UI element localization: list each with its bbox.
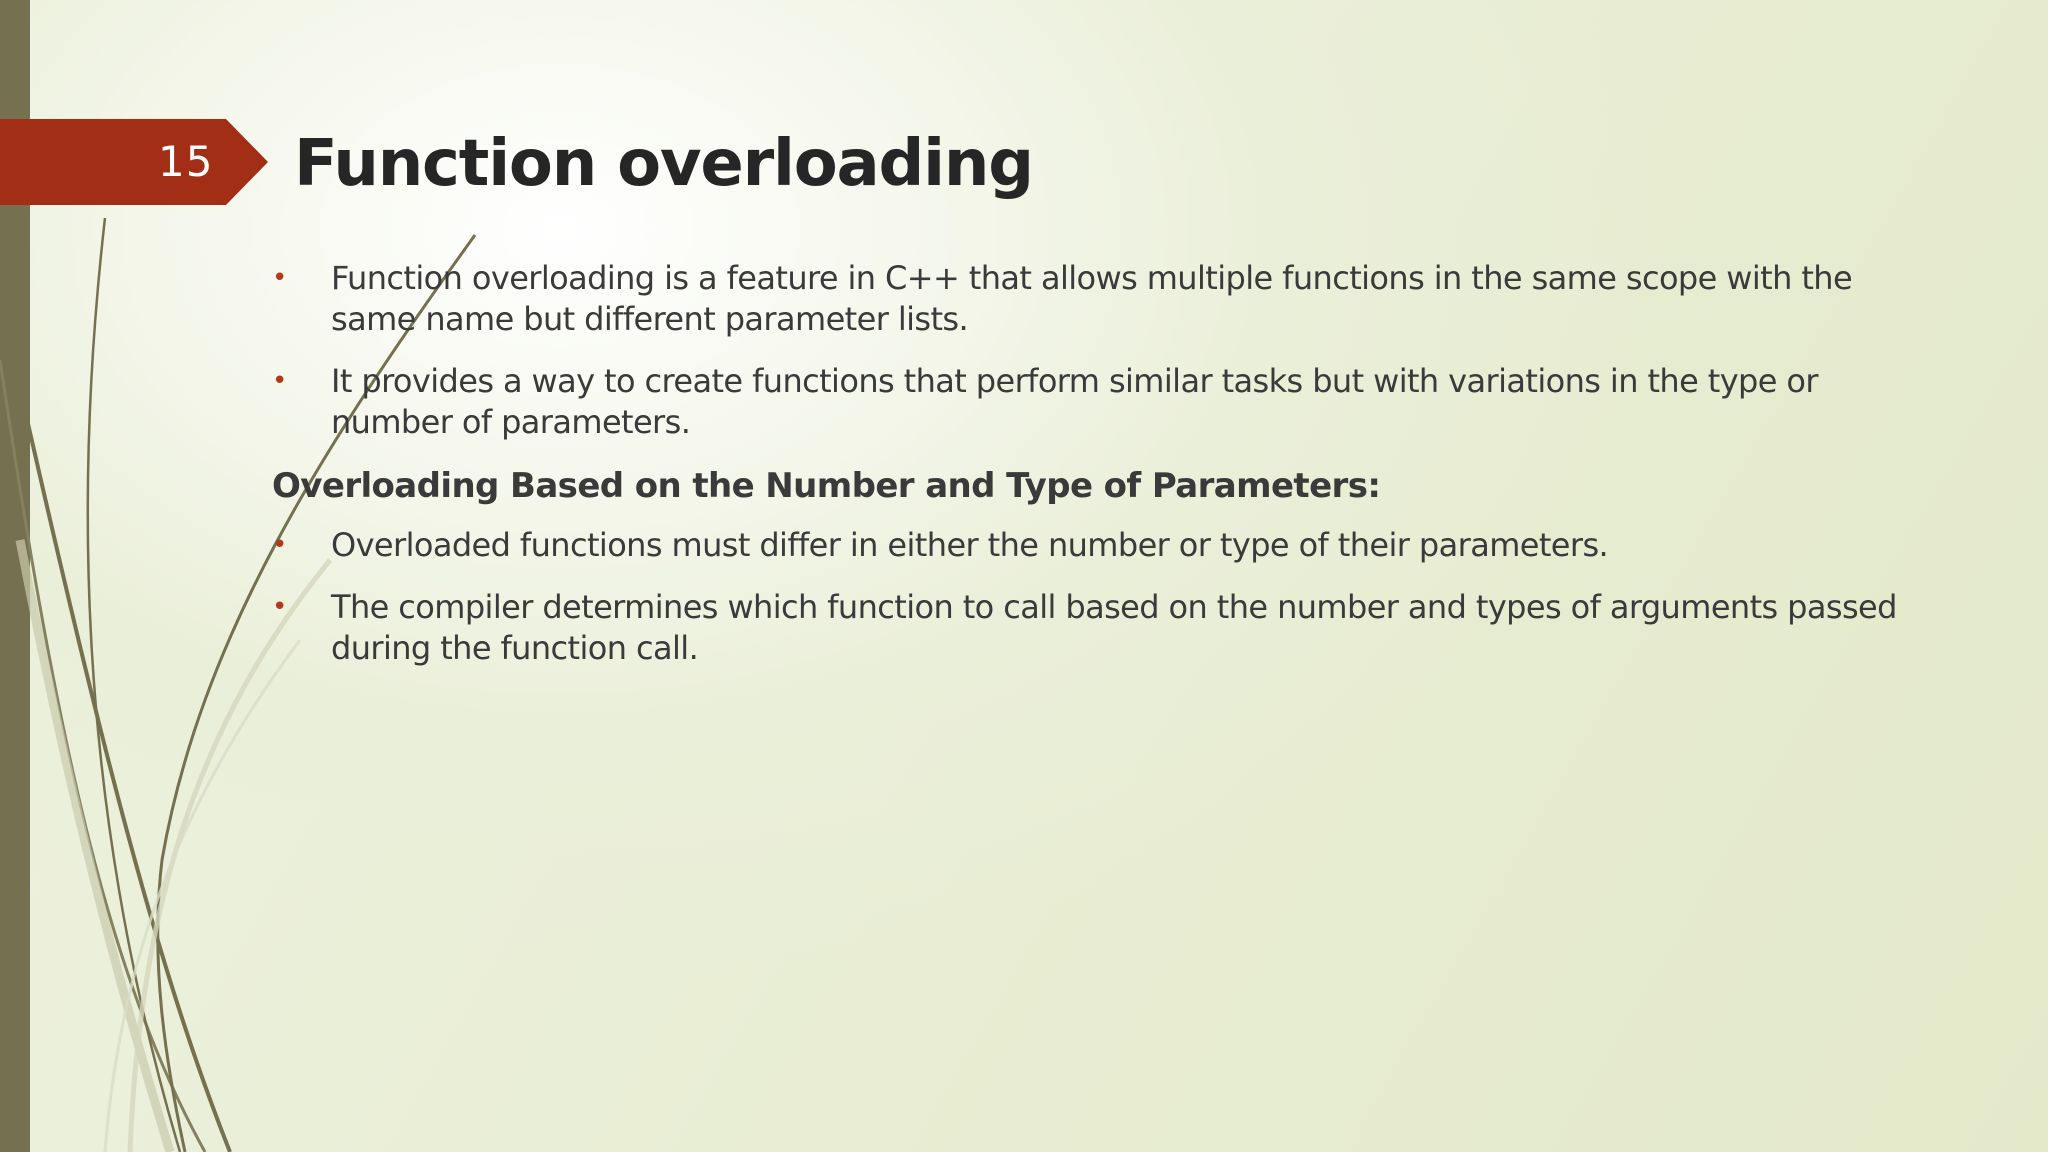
slide-body [272,258,1902,690]
bullet-item [272,587,1902,669]
bullet-dot: • [272,530,287,560]
bullet-text: The compiler determines which function to call based on the number and types of arguments passed during the function call. [331,588,1897,667]
bullet-text: Function overloading is a feature in C++ that allows multiple functions in the same scope with the same name but different parameter lists. [331,259,1853,338]
bullet-dot: • [272,366,287,396]
bullet-dot: • [272,263,287,293]
bullet-item [272,525,1902,566]
swoosh-line [0,360,205,1152]
slide-number: 15 [158,137,214,186]
swoosh-line [88,218,180,1152]
bullet-dot: • [272,592,287,622]
bullet-item [272,258,1902,340]
slide-title: Function overloading [294,127,1033,201]
bullet-item [272,361,1902,443]
slide-number-tab [0,119,268,205]
section-subheading: Overloading Based on the Number and Type of Parameters: [272,466,1381,506]
bullet-text: It provides a way to create functions that perform similar tasks but with variations in the type or number of parameters. [331,362,1818,441]
bullet-text: Overloaded functions must differ in either the number or type of their parameters. [331,526,1609,564]
swoosh-line [20,540,170,1152]
